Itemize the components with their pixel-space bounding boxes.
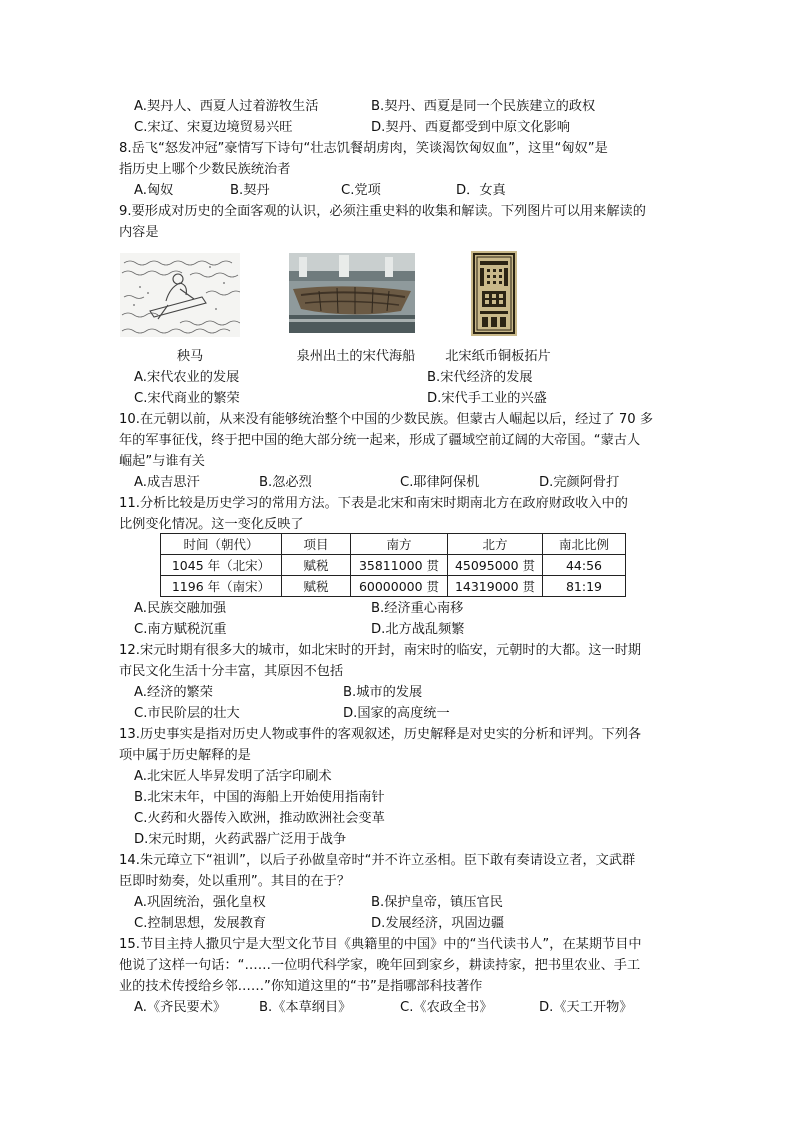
table-cell: 35811000 贯 [351,555,448,576]
q12-stem-line2: 市民文化生活十分丰富，其原因不包括 [119,664,344,679]
q11-stem-line1: 11.分析比较是历史学习的常用方法。下表是北宋和南宋时期南北方在政府财政收入中的 [119,496,628,511]
q13-stem-line2: 项中属于历史解释的是 [119,748,251,763]
q12-option-d: D.国家的高度统一 [343,706,450,721]
table-cell: 60000000 贯 [351,576,448,597]
q15-option-a: A.《齐民要术》 [134,1000,227,1015]
table-header-cell: 南方 [351,534,448,555]
q12-option-b: B.城市的发展 [343,685,423,700]
jiaozi-rubbing-image [471,251,517,336]
q12-stem-line1: 12.宋元时期有很多大的城市，如北宋时的开封，南宋时的临安，元朝时的大都。这一时期 [119,643,642,658]
q13-option-a: A.北宋匠人毕昇发明了活字印刷术 [134,769,332,784]
q12-option-a: A.经济的繁荣 [134,685,213,700]
q7-option-a: A.契丹人、西夏人过着游牧生活 [134,99,319,114]
table-cell: 1196 年（南宋） [161,576,282,597]
table-cell: 45095000 贯 [448,555,543,576]
q14-option-d: D.发展经济，巩固边疆 [371,916,505,931]
q8-option-c: C.党项 [341,183,381,198]
q9-stem-line1: 9.要形成对历史的全面客观的认识，必须注重史料的收集和解读。下列图片可以用来解读的 [119,204,646,219]
table-header-row [161,534,626,555]
q15-stem-line2: 他说了这样一句话：“……一位明代科学家，晚年回到家乡，耕读持家，把书里农业、手工 [119,958,641,973]
q10-stem-line2: 年的军事征伐，终于把中国的绝大部分统一起来，形成了疆域空前辽阔的大帝国。“蒙古人 [119,433,641,448]
q14-stem-line2: 臣即时劾奏，处以重刑”。其目的在于？ [119,874,351,889]
q9-stem-line2: 内容是 [119,225,159,240]
table-cell: 44:56 [543,555,626,576]
tax-comparison-table [160,533,626,597]
q8-option-a: A.匈奴 [134,183,174,198]
table-header-cell: 北方 [448,534,543,555]
yangma-illustration [120,253,240,337]
q10-stem-line3: 崛起”与谁有关 [119,454,205,469]
q13-stem-line1: 13.历史事实是指对历史人物或事件的客观叙述，历史解释是对史实的分析和评判。下列各 [119,727,642,742]
jiaozi-caption: 北宋纸币铜板拓片 [445,349,551,364]
q11-option-a: A.民族交融加强 [134,601,227,616]
q15-option-c: C.《农政全书》 [400,1000,493,1015]
q9-option-b: B.宋代经济的发展 [427,370,533,385]
q15-option-b: B.《本草纲目》 [259,1000,352,1015]
q7-option-c: C.宋辽、宋夏边境贸易兴旺 [134,120,293,135]
q15-stem-line1: 15.节目主持人撒贝宁是大型文化节目《典籍里的中国》中的“当代读书人”，在某期节目中 [119,937,642,952]
q9-option-c: C.宋代商业的繁荣 [134,391,240,406]
table-cell: 赋税 [282,576,351,597]
q10-option-a: A.成吉思汗 [134,475,200,490]
table-header-cell: 项目 [282,534,351,555]
q15-option-d: D.《天工开物》 [539,1000,633,1015]
q13-option-c: C.火药和火器传入欧洲，推动欧洲社会变革 [134,811,385,826]
q10-option-c: C.耶律阿保机 [400,475,480,490]
q14-option-a: A.巩固统治，强化皇权 [134,895,266,910]
q14-stem-line1: 14.朱元璋立下“祖训”，以后子孙做皇帝时“并不许立丞相。臣下敢有奏请设立者，文武群 [119,853,636,868]
table-cell: 赋税 [282,555,351,576]
q12-option-c: C.市民阶层的壮大 [134,706,240,721]
table-cell: 1045 年（北宋） [161,555,282,576]
q7-option-b: B.契丹、西夏是同一个民族建立的政权 [371,99,596,114]
yangma-caption: 秧马 [176,349,204,364]
q10-option-b: B.忽必烈 [259,475,312,490]
song-ship-photo [289,253,415,333]
q8-stem-line2: 指历史上哪个少数民族统治者 [119,162,291,177]
q11-option-c: C.南方赋税沉重 [134,622,227,637]
q8-option-d: D．女真 [456,183,506,198]
q7-option-d: D.契丹、西夏都受到中原文化影响 [371,120,570,135]
table-row [161,555,626,576]
q11-option-b: B.经济重心南移 [371,601,464,616]
q10-option-d: D.完颜阿骨打 [539,475,620,490]
ship-caption: 泉州出土的宋代海船 [296,349,416,364]
table-header-cell: 时间（朝代） [161,534,282,555]
table-cell: 81:19 [543,576,626,597]
q9-option-a: A.宋代农业的发展 [134,370,240,385]
q14-option-b: B.保护皇帝，镇压官民 [371,895,503,910]
table-header-cell: 南北比例 [543,534,626,555]
q9-option-d: D.宋代手工业的兴盛 [427,391,547,406]
q11-stem-line2: 比例变化情况。这一变化反映了 [119,517,304,532]
q13-option-b: B.北宋末年，中国的海船上开始使用指南针 [134,790,385,805]
q13-option-d: D.宋元时期，火药武器广泛用于战争 [134,832,347,847]
q15-stem-line3: 业的技术传授给乡邻……”你知道这里的“书”是指哪部科技著作 [119,979,483,994]
q14-option-c: C.控制思想，发展教育 [134,916,267,931]
q8-stem-line1: 8.岳飞“怒发冲冠”豪情写下诗句“壮志饥餐胡虏肉，笑谈渴饮匈奴血”，这里“匈奴”是 [119,141,608,156]
q10-stem-line1: 10.在元朝以前，从来没有能够统治整个中国的少数民族。但蒙古人崛起以后，经过了 70 多 [119,412,654,427]
q11-option-d: D.北方战乱频繁 [371,622,465,637]
table-row [161,576,626,597]
table-cell: 14319000 贯 [448,576,543,597]
q8-option-b: B.契丹 [230,183,270,198]
